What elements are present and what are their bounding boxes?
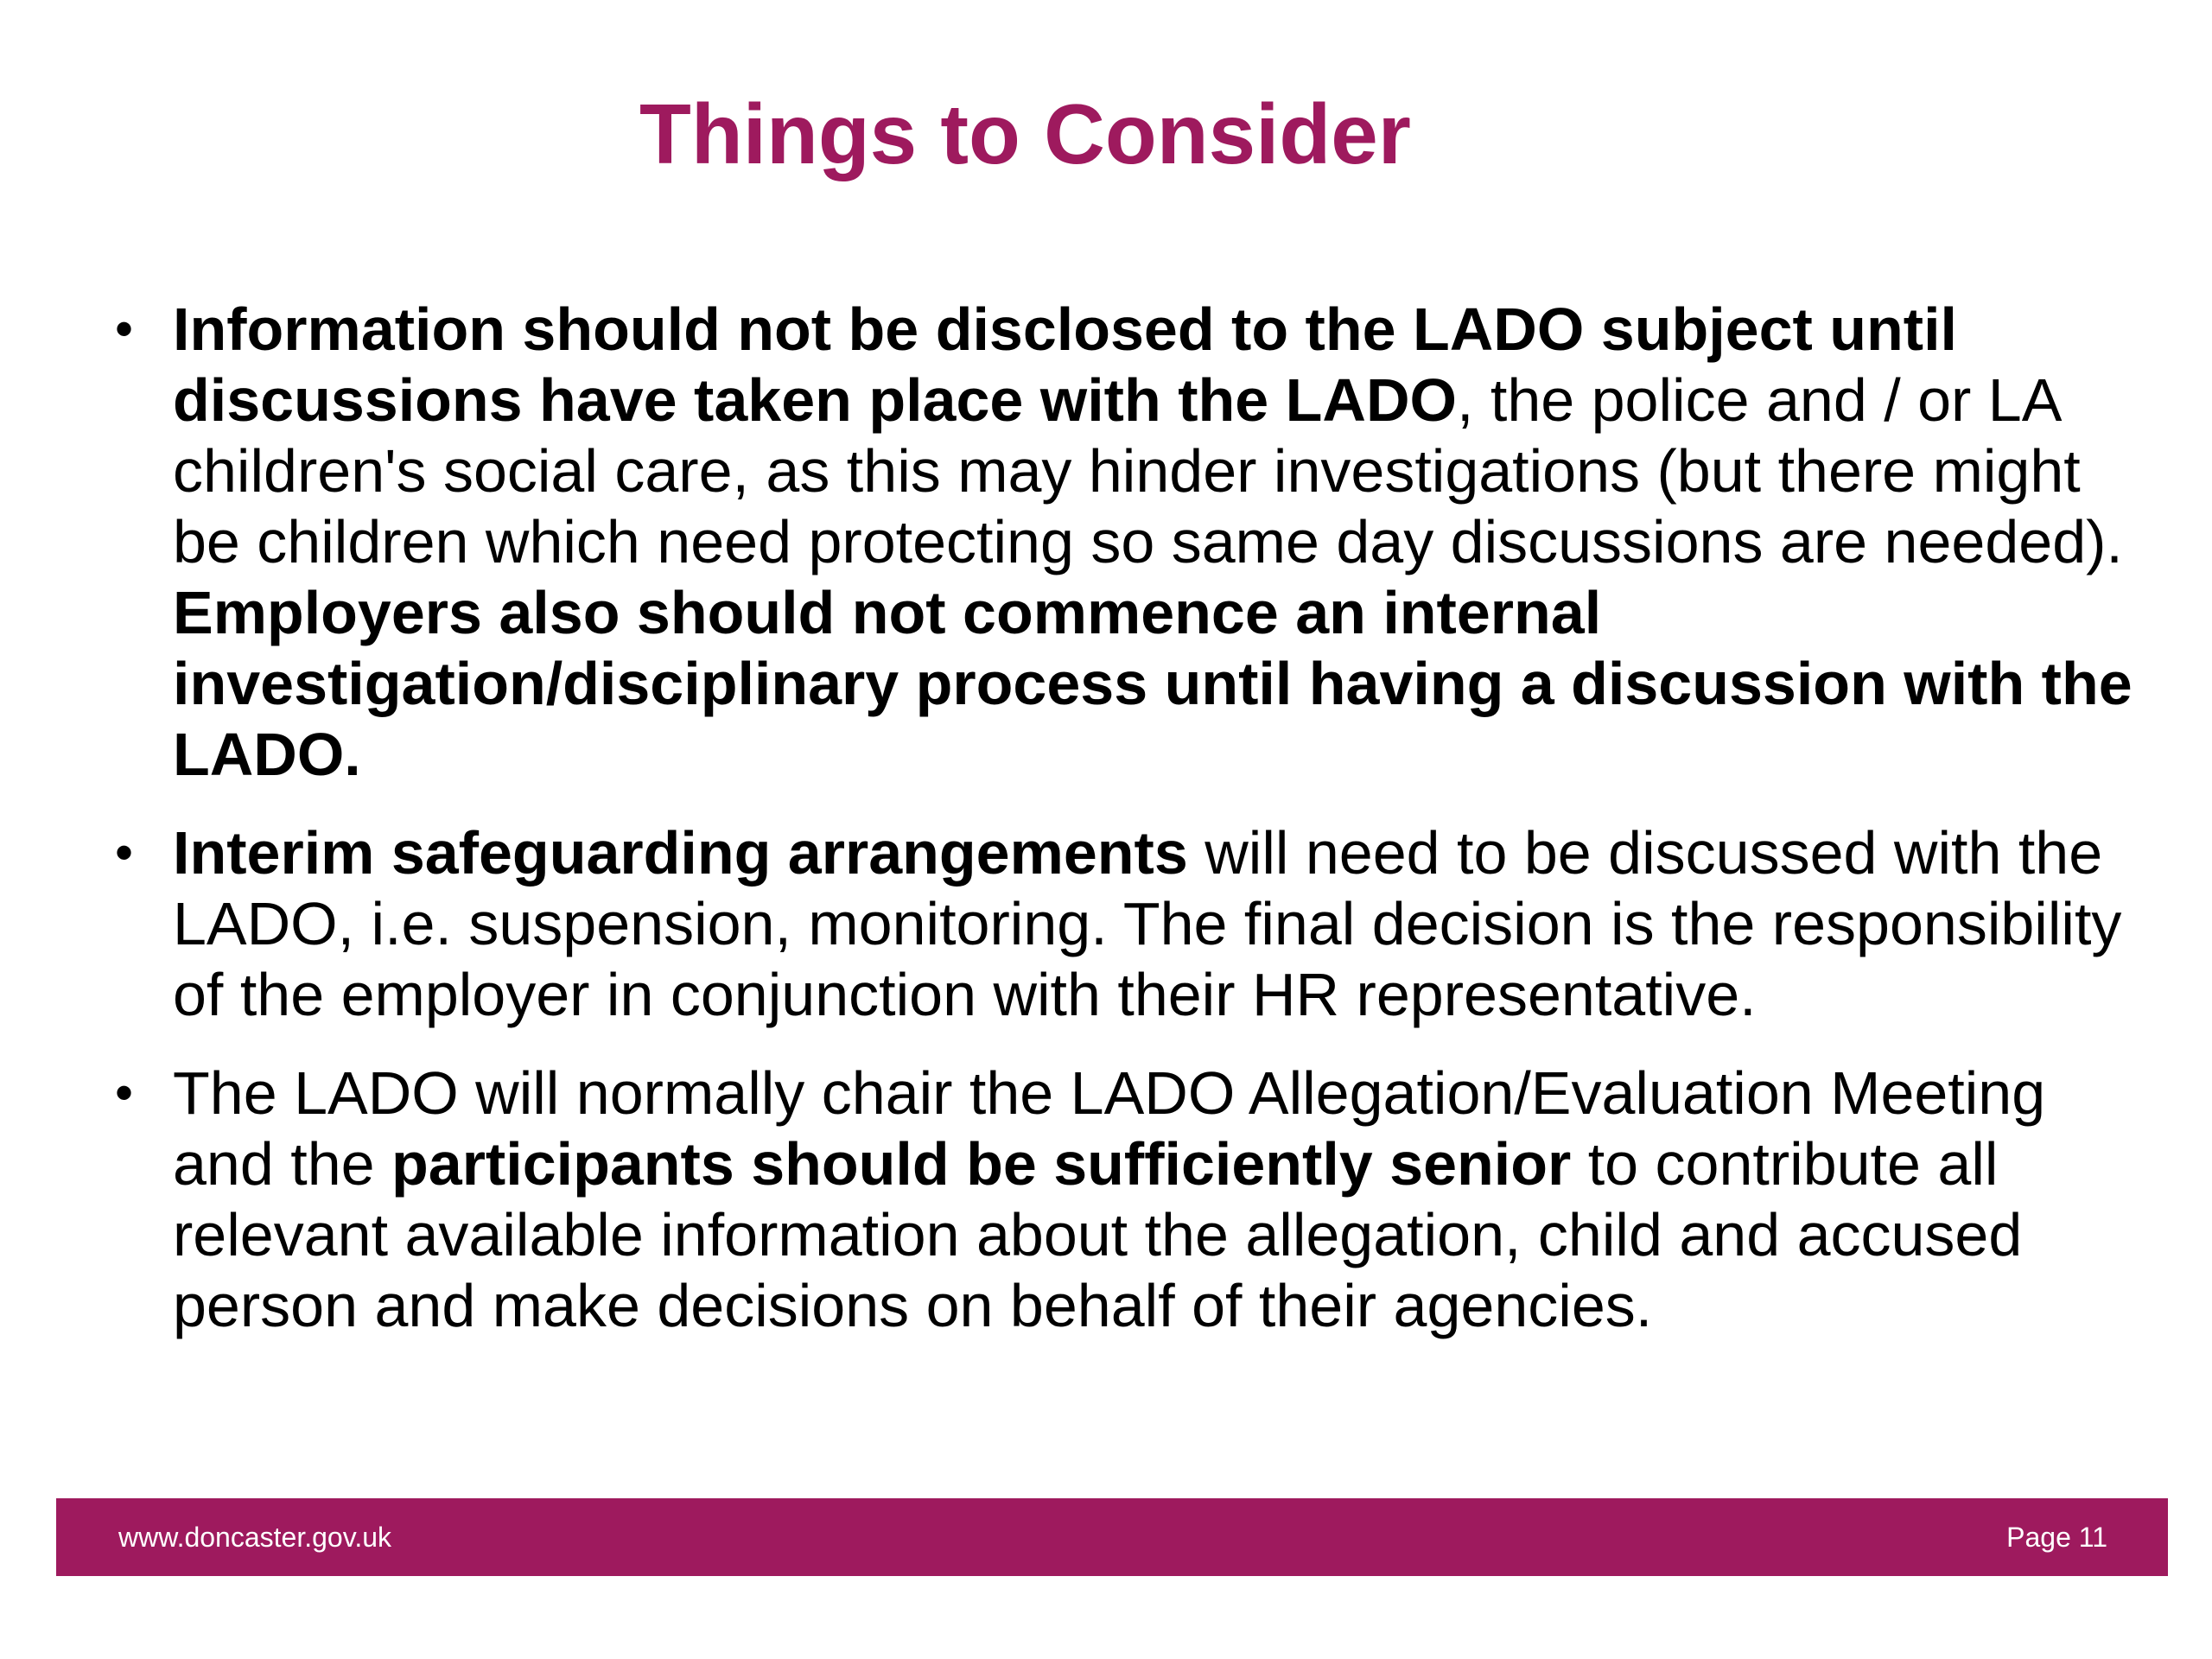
- bold-text: Employers also should not commence an internal investigation/disciplinary process until having a discussion with the LADO.: [173, 579, 2133, 788]
- bullet-icon: •: [115, 1064, 134, 1122]
- footer-url: www.doncaster.gov.uk: [118, 1522, 392, 1553]
- bullet-item-disclosure: [115, 294, 2137, 790]
- bullet-icon: •: [115, 300, 134, 358]
- body-text: will need to be discussed with the LADO, i.e. suspension, monitoring. The final decision is the responsibility of the employer in conjunction with their HR representative.: [173, 819, 2122, 1028]
- page-number: Page 11: [2006, 1522, 2107, 1553]
- bullet-icon: •: [115, 823, 134, 881]
- bullet-list: [115, 294, 2137, 1369]
- bullet-text: [173, 296, 2133, 788]
- bullet-text: [173, 1059, 2045, 1339]
- footer-bar: [56, 1498, 2168, 1576]
- bullet-text: [173, 819, 2121, 1028]
- body-text: to contribute all relevant available information about the allegation, child and accused person and make decisions on behalf of their agencies.: [173, 1130, 2023, 1339]
- bold-text: participants should be sufficiently senior: [391, 1130, 1572, 1198]
- bullet-item-interim-safeguarding: [115, 817, 2137, 1030]
- bullet-item-meeting-chair: [115, 1058, 2137, 1341]
- slide-title: Things to Consider: [639, 86, 1411, 181]
- body-text: The LADO will normally chair the LADO Allegation/Evaluation Meeting and the: [173, 1059, 2046, 1198]
- bold-text: Information should not be disclosed to the LADO subject until discussions have taken place with the LADO: [173, 296, 1957, 434]
- bold-text: Interim safeguarding arrangements: [173, 819, 1188, 887]
- body-text: , the police and / or LA children's social care, as this may hinder investigations (but there might be children which need protecting so same day discussions are needed).: [173, 366, 2123, 575]
